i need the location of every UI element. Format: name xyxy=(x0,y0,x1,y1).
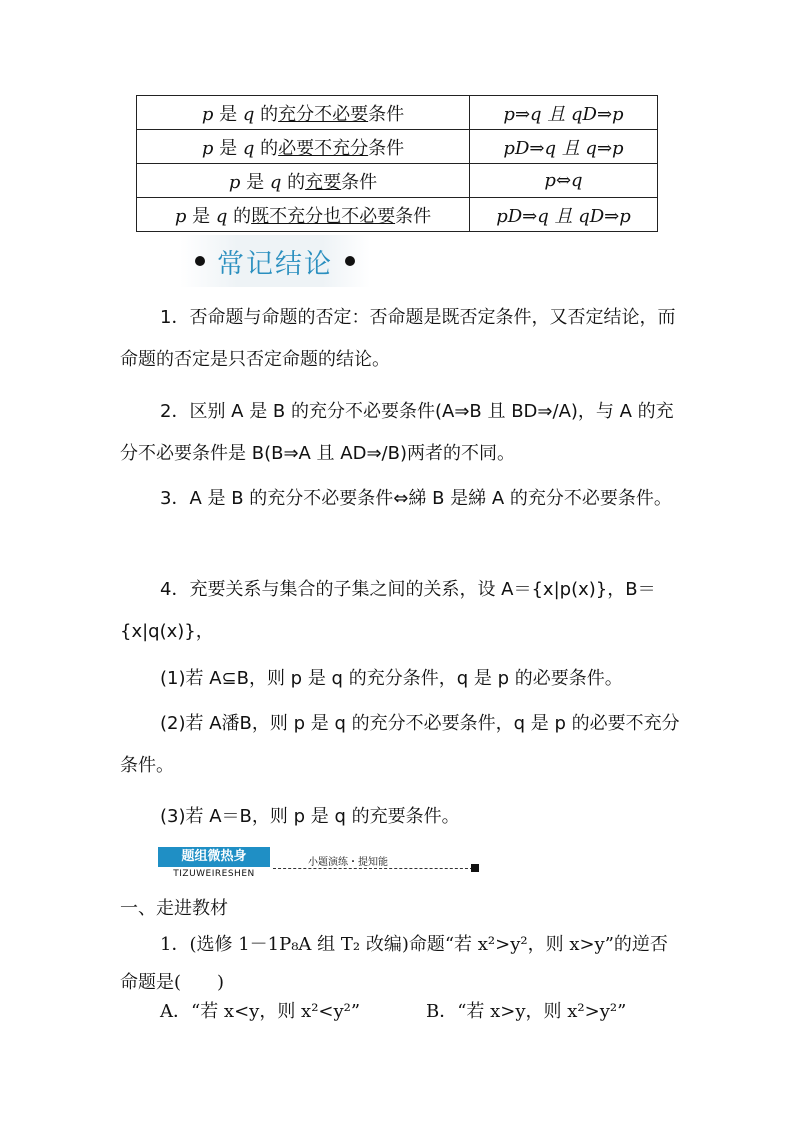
cell-text: p xyxy=(201,103,214,125)
table-row xyxy=(137,198,658,232)
option-a: A．“若 x<y，则 x²<y²” xyxy=(160,1001,361,1022)
cell-text: 条件 xyxy=(395,205,432,227)
bullet-icon xyxy=(195,256,205,266)
cell-text: 的 xyxy=(227,205,252,227)
bullet-icon xyxy=(345,256,355,266)
cell-text: q xyxy=(215,205,228,227)
cell-text: 必要不充分 xyxy=(278,137,369,159)
section-heading-title: 常记结论 xyxy=(217,248,333,280)
cell-text: q xyxy=(242,137,255,159)
cell-text: q xyxy=(269,171,282,193)
conclusion-4-1: (1)若 A⊆B，则 p 是 q 的充分条件，q 是 p 的必要条件。 xyxy=(160,668,623,689)
cell-text: 既不充分也不必要 xyxy=(251,205,396,227)
condition-cell xyxy=(137,198,470,232)
conclusion-4-3: (3)若 A＝B，则 p 是 q 的充要条件。 xyxy=(160,806,460,827)
cell-text: 的 xyxy=(254,103,279,125)
conclusion-2: 2．区别 A 是 B 的充分不必要条件(A⇒B 且 BD⇒/A)，与 A 的充分不必要条件是 B(B⇒A 且 AD⇒/B)两者的不同。 xyxy=(120,401,674,464)
condition-table xyxy=(136,95,658,232)
banner-tag: 题组微热身 xyxy=(158,847,270,867)
relation-text: p⇒q 且 qD⇒p xyxy=(503,103,624,125)
cell-text: 是 xyxy=(240,171,270,193)
relation-cell xyxy=(470,164,658,198)
banner-title: 小题演练・提知能 xyxy=(308,857,388,868)
cell-text: 条件 xyxy=(341,171,378,193)
condition-cell xyxy=(137,164,470,198)
question-1: 1．(选修 1－1P₈A 组 T₂ 改编)命题“若 x²>y²，则 x>y”的逆否命题是( ) xyxy=(120,934,668,993)
conclusion-4: 4．充要关系与集合的子集之间的关系，设 A＝{x|p(x)}，B＝{x|q(x)}， xyxy=(120,579,656,642)
option-b: B．“若 x>y，则 x²>y²” xyxy=(426,1001,627,1022)
exercise-banner xyxy=(158,843,482,885)
relation-cell xyxy=(470,130,658,164)
conclusion-4-2: (2)若 A潘B，则 p 是 q 的充分不必要条件，q 是 p 的必要不充分条件。 xyxy=(120,713,680,776)
relation-cell xyxy=(470,96,658,130)
table-row xyxy=(137,130,658,164)
section-heading xyxy=(180,235,370,287)
relation-text: pD⇒q 且 q⇒p xyxy=(503,137,624,159)
cell-text: 条件 xyxy=(368,137,405,159)
banner-divider xyxy=(273,868,473,869)
cell-text: 是 xyxy=(213,103,243,125)
cell-text: 是 xyxy=(186,205,216,227)
conclusion-3: 3．A 是 B 的充分不必要条件⇔綈 B 是綈 A 的充分不必要条件。 xyxy=(160,488,672,509)
condition-cell xyxy=(137,130,470,164)
square-icon xyxy=(471,864,479,872)
cell-text: 充要 xyxy=(305,171,342,193)
cell-text: 条件 xyxy=(368,103,405,125)
cell-text: q xyxy=(242,103,255,125)
relation-cell xyxy=(470,198,658,232)
cell-text: 是 xyxy=(213,137,243,159)
section-title: 一、走进教材 xyxy=(120,898,228,919)
cell-text: 的 xyxy=(281,171,306,193)
relation-text: pD⇒q 且 qD⇒p xyxy=(496,205,631,227)
banner-subtitle: TIZUWEIRESHEN xyxy=(173,869,255,879)
cell-text: p xyxy=(201,137,214,159)
cell-text: p xyxy=(228,171,241,193)
table-row xyxy=(137,164,658,198)
relation-text: p⇔q xyxy=(544,170,583,191)
table-row xyxy=(137,96,658,130)
cell-text: 的 xyxy=(254,137,279,159)
cell-text: p xyxy=(174,205,187,227)
conclusion-1: 1．否命题与命题的否定：否命题是既否定条件，又否定结论，而命题的否定是只否定命题的结论。 xyxy=(120,307,676,370)
cell-text: 充分不必要 xyxy=(278,103,369,125)
condition-cell xyxy=(137,96,470,130)
